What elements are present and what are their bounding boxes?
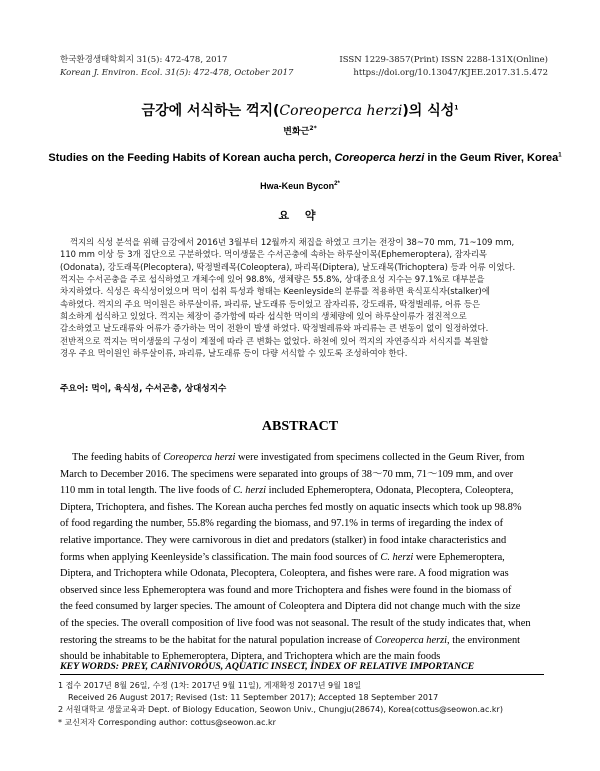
- footnote-affiliation: 2 서원대학교 생물교육과 Dept. of Biology Education, Seowon Univ., Chungju(28674), Korea(cottus@seowon.ac.kr): [58, 705, 503, 715]
- author-en-mark: 2*: [334, 181, 340, 187]
- abstract-ko-line: 경우 주요 먹이원인 하루살이류, 파리류, 날도래류 등이 다량 서식할 수 있도록 조성하여야 한다.: [60, 348, 408, 359]
- journal-name-english: Korean J. Environ. Ecol. 31(5): 472-478, October 2017: [60, 68, 294, 78]
- species-name: Coreoperca herzi: [374, 634, 448, 646]
- text: 110 mm in total length. The live foods of: [60, 485, 234, 497]
- text: , the environment: [447, 634, 521, 646]
- abstract-en-line: the feed consumed by larger species. The amount of Coleoptera and Diptera did not change much with the size: [60, 601, 521, 613]
- abstract-ko-line: 전반적으로 꺽지는 먹이생물의 구성이 계절에 따라 큰 변화는 없었다. 하천에 있어 꺽지의 자연증식과 서식지를 복원할: [60, 335, 489, 346]
- author-en-name: Hwa-Keun Bycon: [260, 181, 335, 191]
- title-en-before: Studies on the Feeding Habits of Korean aucha perch,: [48, 152, 335, 164]
- abstract-korean: [60, 236, 544, 359]
- doi-link[interactable]: https://doi.org/10.13047/KJEE.2017.31.5.472: [353, 68, 548, 78]
- footnotes: [58, 680, 503, 729]
- footnote-corresponding-author: * 교신저자 Corresponding author: cottus@seowon.ac.kr: [58, 717, 276, 727]
- journal-name-korean: 한국환경생태학회지 31(5): 472-478, 2017: [60, 55, 228, 65]
- title-en-species: Coreoperca herzi: [334, 152, 425, 164]
- abstract-ko-line: 희소하게 섭식하고 있었다. 꺽지는 체장이 증가함에 따라 섭식한 먹이의 생체량에 있어 하루살이류가 점진적으로: [60, 311, 467, 322]
- species-name: C. herzi: [380, 551, 414, 563]
- abstract-ko-line: 꺽지는 수서곤충을 주로 섭식하였고 개체수에 있어 98.8%, 생체량은 55.8%, 상대중요성 지수는 97.1%로 대부분을: [60, 274, 485, 285]
- footnote-received: 1 접수 2017년 8월 26일, 수정 (1차: 2017년 9월 11일), 게재확정 2017년 9월 18일: [58, 681, 362, 690]
- author-english: [0, 181, 600, 191]
- abstract-en-line: [60, 450, 544, 467]
- author-ko-name: 변화근: [283, 127, 310, 137]
- journal-header-left: [60, 54, 293, 80]
- title-english: [30, 152, 580, 164]
- text: were investigated from specimens collected in the Geum River, from: [235, 452, 525, 463]
- abstract-en-line: of the species. The overall composition of live food was not seasonal. The result of the study indicates that, when: [60, 617, 531, 629]
- text: were Ephemeroptera,: [413, 551, 505, 563]
- abstract-en-line: Diptera, Trichoptera, and fishes. The Korean aucha perches fed mostly on aquatic insects which took up 98.8%: [60, 501, 522, 513]
- title-en-footnote-mark: 1: [558, 152, 562, 159]
- species-name: Coreoperca herzi: [163, 452, 236, 463]
- abstract-ko-line: 속하였다. 꺽지의 주요 먹이원은 하루살이류, 파리류, 날도래류 등이었고 잠자리류, 강도래류, 딱정벌레류, 어류 등은: [60, 298, 481, 309]
- text: restoring the streams to be the habitat for the natural population increase of: [60, 634, 375, 646]
- abstract-en-line: observed since less Ephemeroptera was found and more Trichoptera and fishes were found in the biomass of: [60, 584, 512, 596]
- title-ko-species: Coreoperca herzi: [279, 103, 403, 119]
- abstract-en-line: [60, 633, 544, 650]
- abstract-en-line: Diptera, and Trichoptera while Odonata, Plecoptera, Coleoptera, and fishes were rare. A food migration was: [60, 568, 509, 580]
- author-ko-mark: 2*: [309, 125, 317, 132]
- abstract-en-line: March to December 2016. The specimens were separated into groups of 38～70 mm, 71～109 mm, and over: [60, 468, 514, 480]
- keywords-english: KEY WORDS: PREY, CARNIVOROUS, AQUATIC INSECT, INDEX OF RELATIVE IMPORTANCE: [60, 661, 475, 672]
- abstract-ko-line: 감소하였고 날도래류와 어류가 증가하는 먹이 전환이 발생 하였다. 딱정벌레류와 파리류는 큰 변동이 없이 일정하였다.: [60, 323, 489, 334]
- footnote-received-english: Received 26 August 2017; Revised (1st: 11 September 2017); Accepted 18 September 2017: [68, 693, 439, 703]
- footnote-divider: [60, 674, 544, 675]
- summary-heading: 요 약: [278, 209, 322, 222]
- abstract-ko-line: (Odonata), 강도래목(Plecoptera), 딱정벌레목(Coleoptera), 파리목(Diptera), 날도래목(Trichoptera) 등과 어류 이었다.: [60, 261, 516, 272]
- abstract-ko-line: 차지하였다. 식성은 육식성이었으며 먹이 섭취 특성과 형태는 Keenleyside의 분류를 적용하면 육식포식자(stalker)에: [60, 286, 490, 297]
- abstract-ko-line: 꺽지의 식성 분석을 위해 금강에서 2016년 3월부터 12월까지 채집을 하였고 크기는 전장이 38~70 mm, 71~109 mm,: [70, 237, 515, 247]
- abstract-en-line: of food regarding the number, 55.8% regarding the biomass, and 97.1% in terms of iregarding the index of: [60, 518, 504, 530]
- text: included Ephemeroptera, Odonata, Plecoptera, Coleoptera,: [266, 485, 514, 497]
- abstract-english: [60, 450, 544, 666]
- title-korean: [0, 100, 600, 120]
- text: The feeding habits of: [72, 452, 164, 463]
- abstract-ko-line: 110 mm 이상 등 3개 집단으로 구분하였다. 먹이생물은 수서곤충에 속하는 하루살이목(Ephemeroptera), 잠자리목: [60, 249, 488, 260]
- abstract-en-line: [60, 550, 544, 567]
- text: forms when applying Keenleyside’s classification. The main food sources of: [60, 551, 381, 563]
- species-name: C. herzi: [233, 485, 267, 497]
- author-korean: [0, 124, 600, 137]
- issn: ISSN 1229-3857(Print) ISSN 2288-131X(Online): [339, 55, 548, 65]
- title-ko-after: )의 식성: [402, 103, 455, 119]
- abstract-en-line: [60, 483, 544, 500]
- title-ko-footnote-mark: 1: [454, 104, 459, 112]
- abstract-heading: ABSTRACT: [261, 419, 339, 434]
- title-ko-before: 금강에 서식하는 꺽지(: [141, 103, 280, 119]
- keywords-korean: 주요어: 먹이, 육식성, 수서곤충, 상대성지수: [60, 384, 227, 394]
- abstract-en-line: should be inhabitable to Ephemeroptera, Diptera, and Trichoptera which are the main foods: [60, 651, 441, 663]
- journal-header-right: [339, 54, 548, 80]
- abstract-en-line: relative importance. They were carnivorous in diet and predators (stalker) in food intake characteristics and: [60, 534, 507, 546]
- title-en-after: in the Geum River, Korea: [424, 152, 559, 164]
